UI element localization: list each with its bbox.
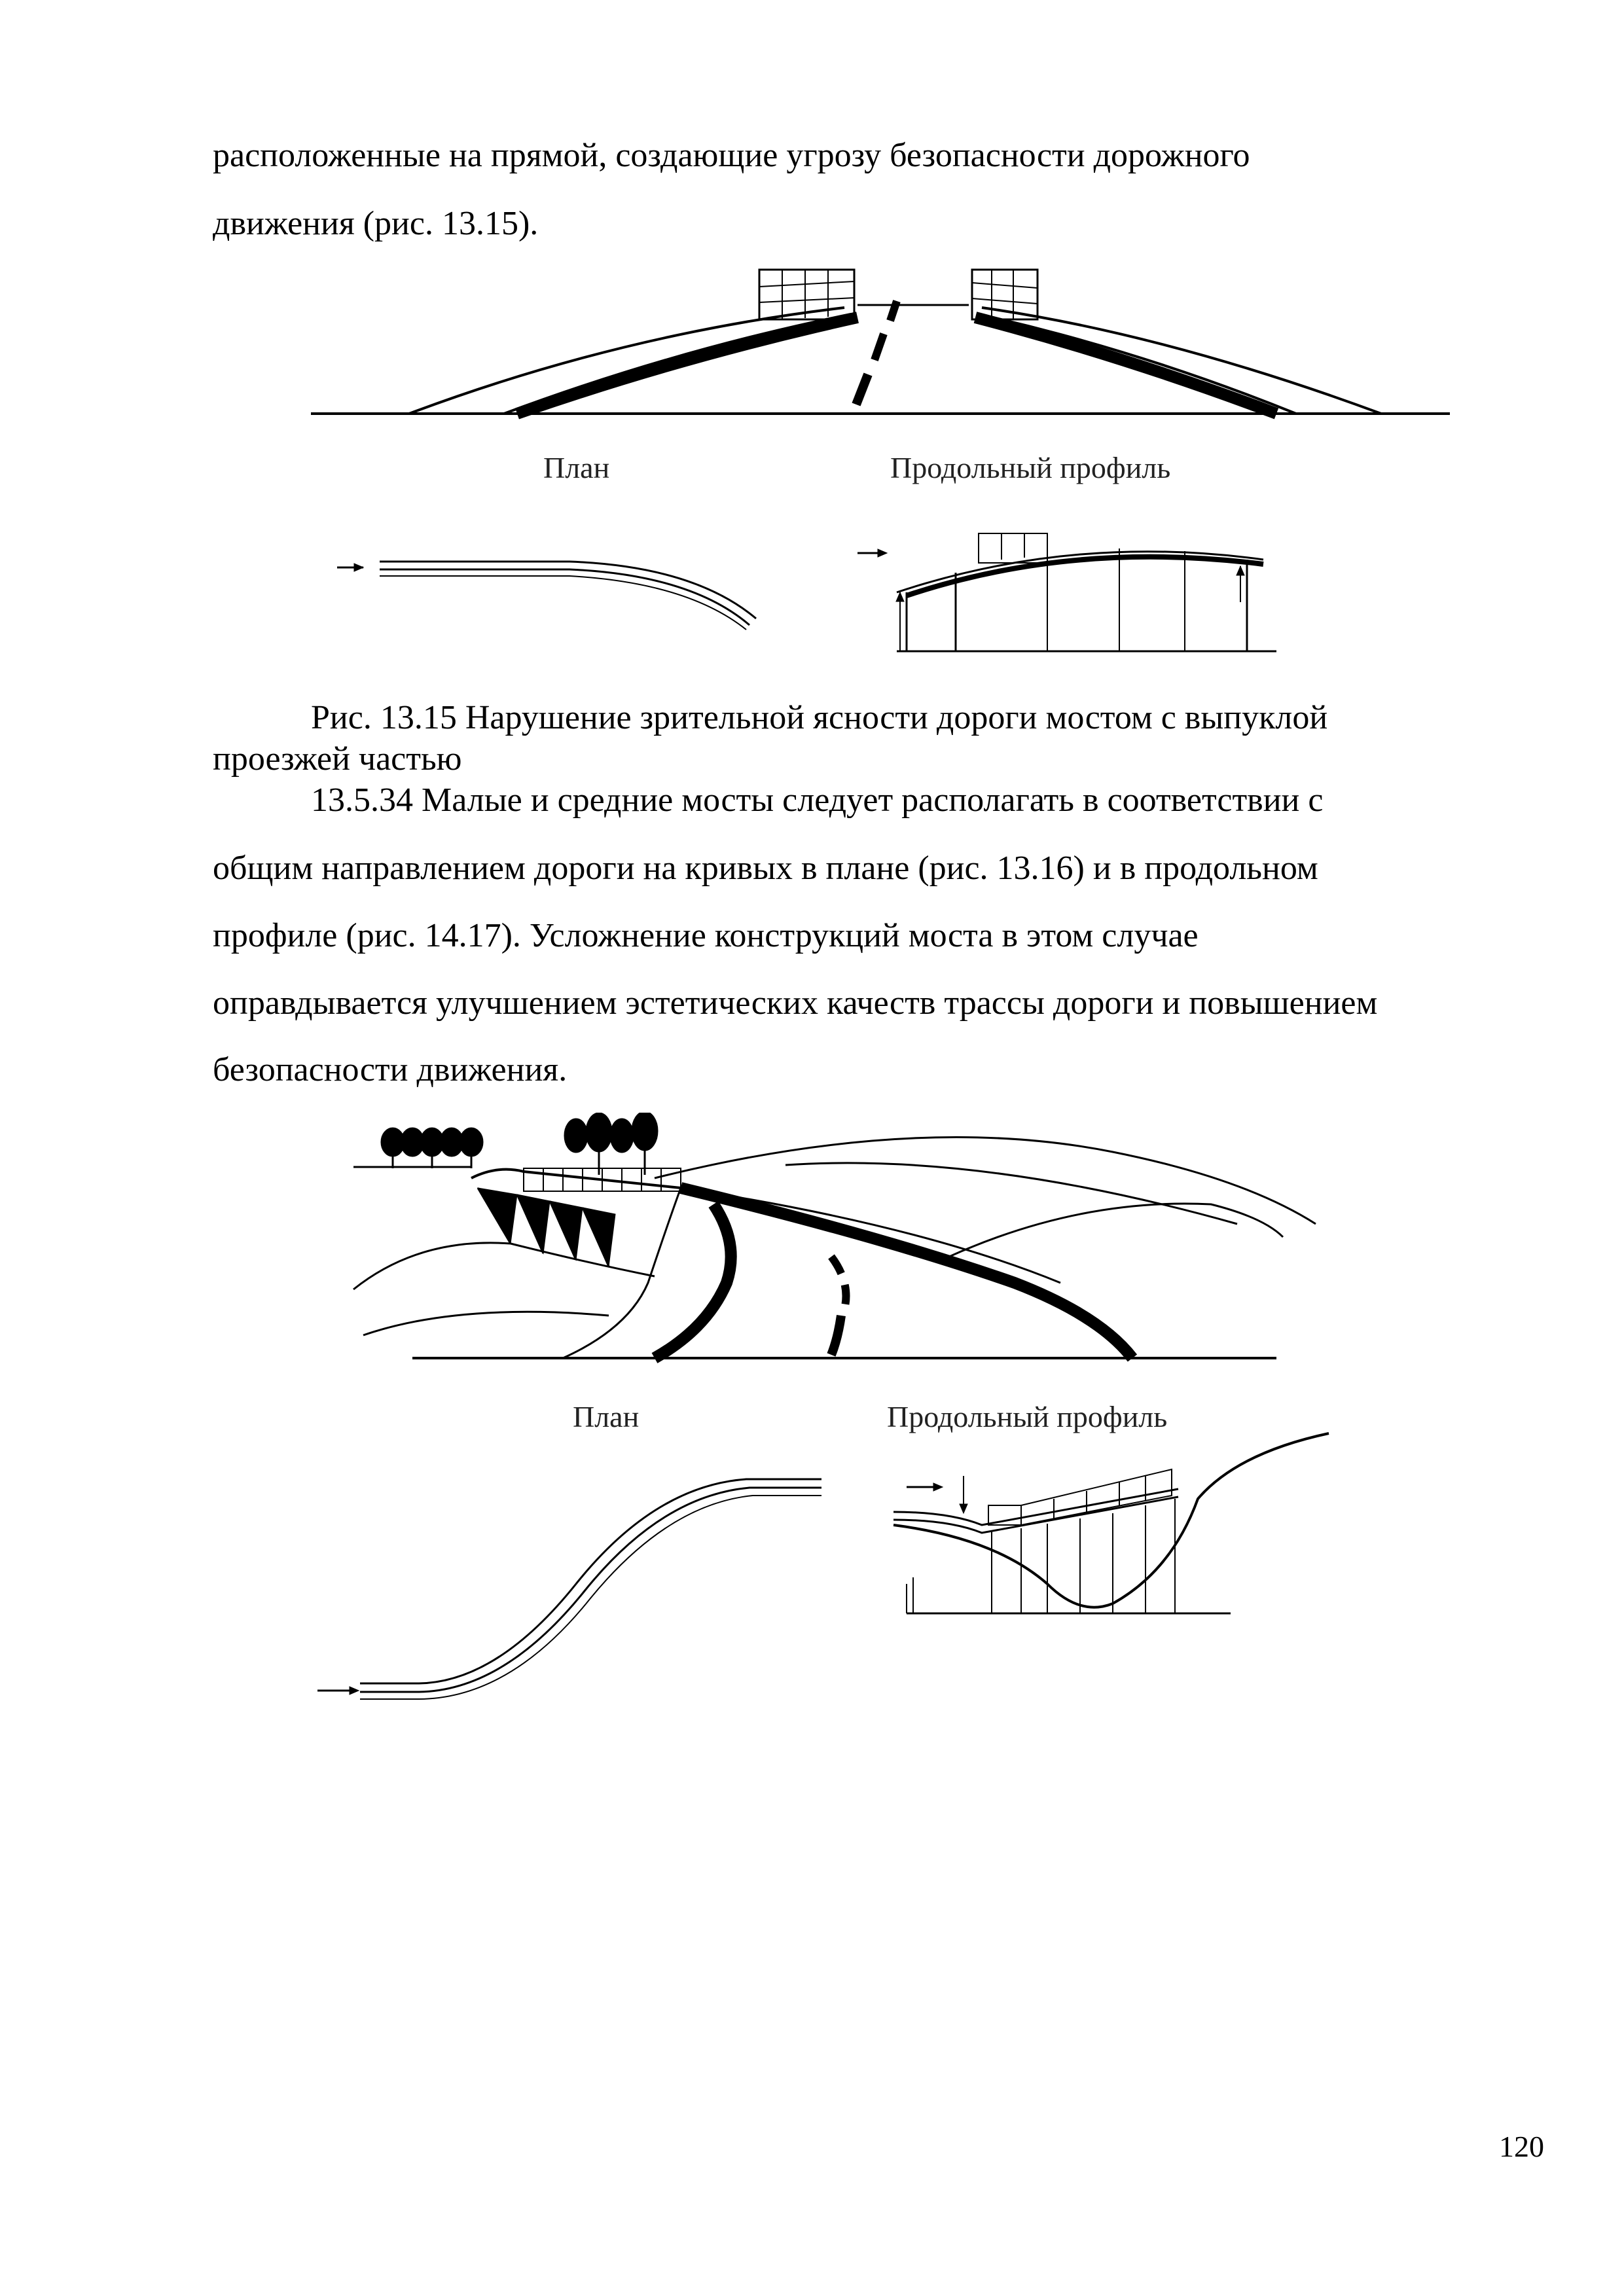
- figure-13-15-caption-line-1: Рис. 13.15 Нарушение зрительной ясности дороги мостом с выпуклой: [311, 699, 1328, 736]
- figure-13-15-caption-line-2: проезжей частью: [213, 740, 462, 778]
- page-number: 120: [1499, 2130, 1544, 2163]
- bridge-perspective-illustration: [311, 270, 1450, 414]
- paragraph-2-line-1: 13.5.34 Малые и средние мосты следует располагать в соответствии с: [311, 781, 1324, 819]
- trees-icon: [381, 1113, 658, 1175]
- fig-13-15-plan-label: План: [543, 451, 610, 484]
- convex-bridge-profile: [857, 533, 1276, 651]
- fig-13-16-profile-label: Продольный профиль: [887, 1400, 1168, 1433]
- paragraph-1-line-2: движения (рис. 13.15).: [213, 205, 539, 242]
- paragraph-2-line-2: общим направлением дороги на кривых в плане (рис. 13.16) и в продольном: [213, 850, 1318, 887]
- paragraph-1-line-1: расположенные на прямой, создающие угрозу безопасности дорожного: [213, 137, 1250, 174]
- plan-view-straight-curve: [337, 562, 756, 630]
- fig-13-16-plan-label: План: [573, 1400, 640, 1433]
- paragraph-2-line-5: безопасности движения.: [213, 1051, 568, 1088]
- figure-13-16: [0, 1113, 1624, 1702]
- figure-13-15: [0, 262, 1624, 687]
- plan-view-s-curve: [317, 1479, 821, 1699]
- valley-bridge-profile: [893, 1433, 1329, 1613]
- curved-bridge-landscape-illustration: [353, 1113, 1316, 1358]
- paragraph-2-line-4: оправдывается улучшением эстетических качеств трассы дороги и повышением: [213, 984, 1378, 1022]
- paragraph-2-line-3: профиле (рис. 14.17). Усложнение конструкций моста в этом случае: [213, 917, 1199, 954]
- fig-13-15-profile-label: Продольный профиль: [890, 451, 1171, 484]
